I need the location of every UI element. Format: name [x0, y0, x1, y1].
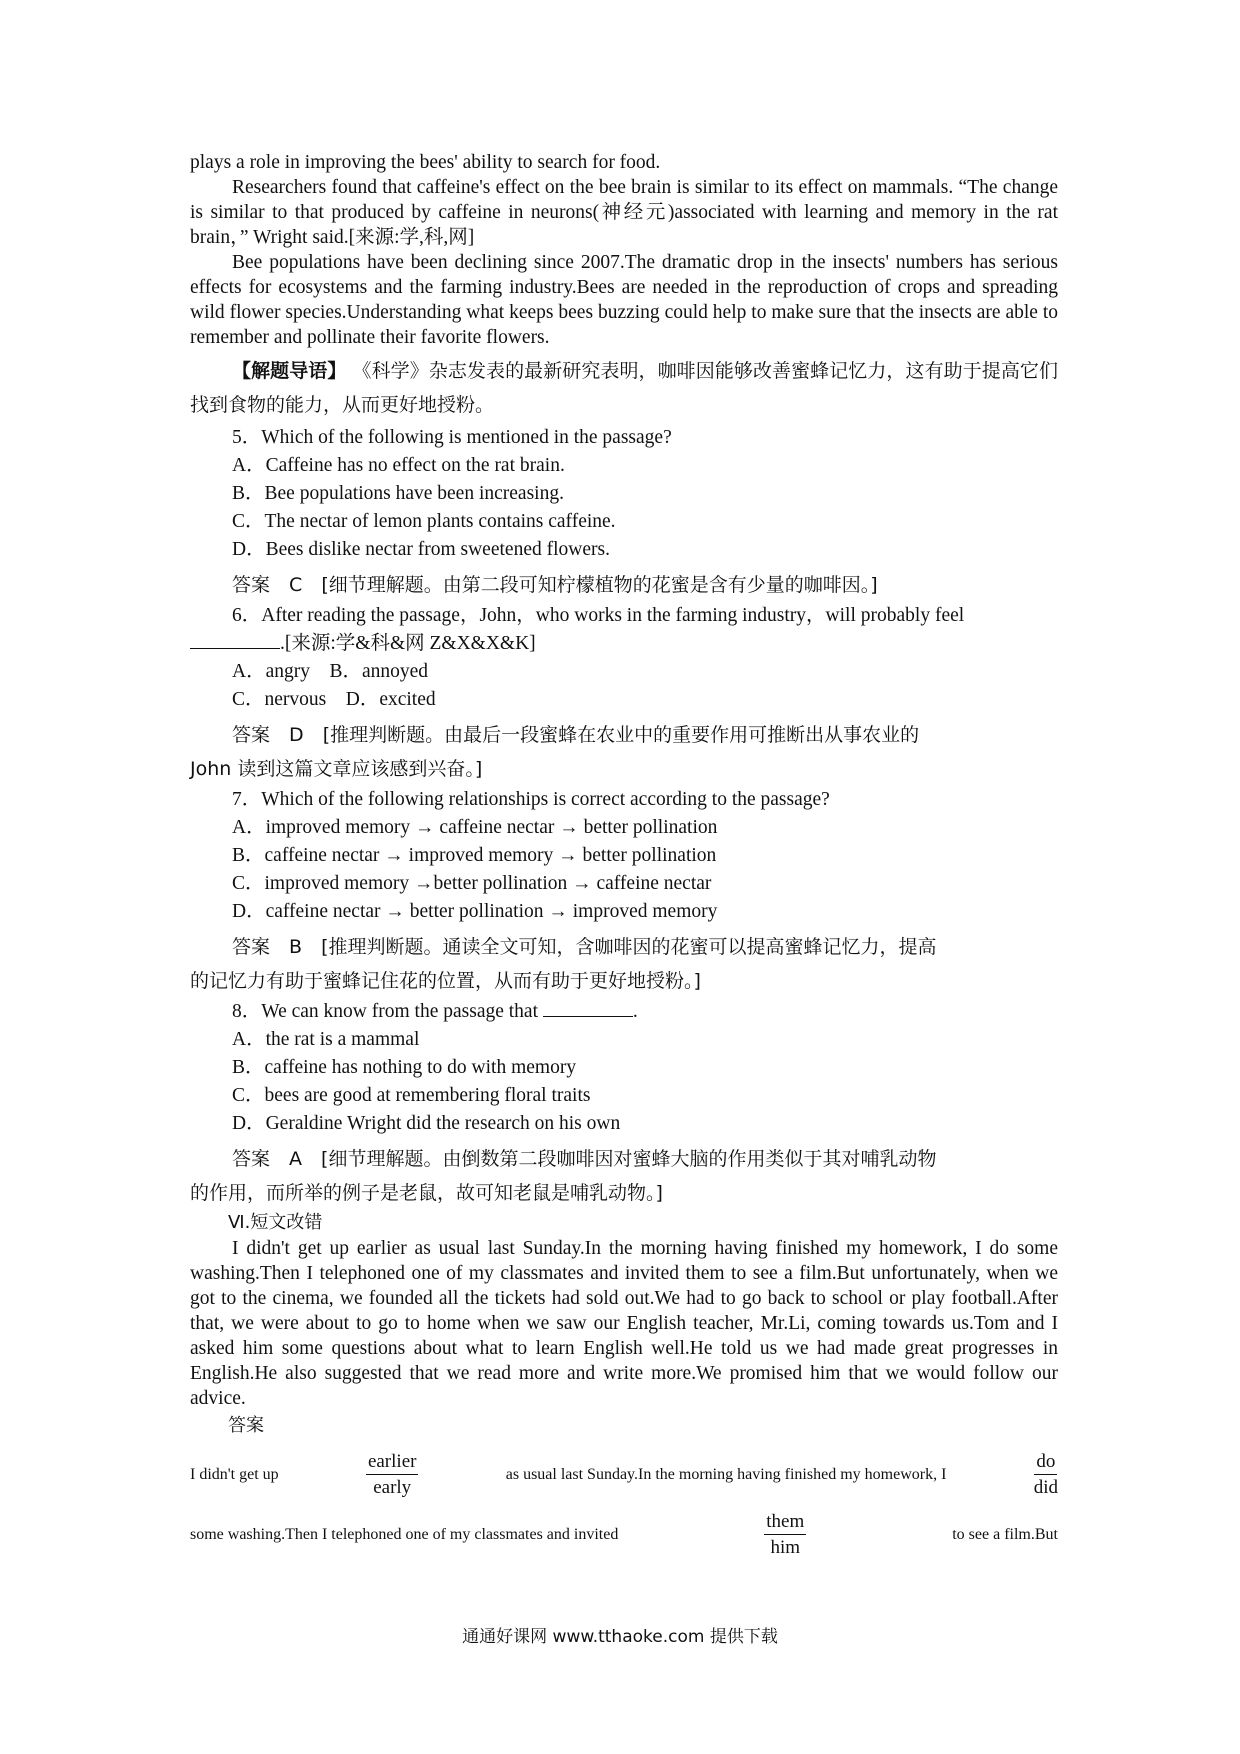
- answer-letter: D: [289, 724, 304, 746]
- answer-explanation: [推理判断题。由最后一段蜜蜂在农业中的重要作用可推断出从事农业的: [322, 724, 920, 746]
- answer-label: 答案: [232, 724, 271, 746]
- answer-explanation-cont: 的作用，而所举的例子是老鼠，故可知老鼠是哺乳动物。]: [190, 1182, 663, 1204]
- answer-label: 答案: [232, 574, 271, 596]
- answer-explanation: [细节理解题。由倒数第二段咖啡因对蜜蜂大脑的作用类似于其对哺乳动物: [321, 1148, 937, 1170]
- correct-word: early: [373, 1477, 412, 1498]
- answer-blank: [190, 630, 280, 649]
- options-ab: A．angry B．annoyed: [232, 661, 429, 682]
- passage-paragraph: Researchers found that caffeine's effect on the bee brain is similar to its effect on mammals. “The change is similar to that produced by caffeine in neurons(神经元)associated with learning and memory in the rat brain，” Wright said.[来源:学,科,网]: [190, 177, 1058, 248]
- question-stem: 5．Which of the following is mentioned in the passage?: [232, 427, 672, 448]
- answer-letter: C: [289, 574, 303, 596]
- correction-text: I didn't get up: [190, 1466, 279, 1483]
- option-b: B．Bee populations have been increasing.: [232, 483, 564, 504]
- page-footer: 通通好课网 www.tthaoke.com 提供下载: [462, 1627, 778, 1647]
- answer-label: 答案: [228, 1415, 264, 1436]
- answer-letter: B: [289, 936, 303, 958]
- answer: [190, 718, 1058, 752]
- guide-label: 【解题导语】: [232, 360, 347, 382]
- option-c: C．The nectar of lemon plants contains caffeine.: [232, 511, 616, 532]
- question-5: [190, 424, 1058, 602]
- answer-explanation-cont: 的记忆力有助于蜜蜂记住花的位置，从而有助于更好地授粉。]: [190, 970, 701, 992]
- wrong-word: earlier: [366, 1451, 419, 1475]
- question-stem: 6．After reading the passage，John，who works in the farming industry，will probably feel: [232, 605, 965, 626]
- answer-explanation: [细节理解题。由第二段可知柠檬植物的花蜜是含有少量的咖啡因。]: [321, 574, 878, 596]
- option-a: A．the rat is a mammal: [232, 1029, 420, 1050]
- answer: [190, 568, 1058, 602]
- guide-text: 《科学》杂志发表的最新研究表明，咖啡因能够改善蜜蜂记忆力，这有助于提高它们找到食物的能力，从而更好地授粉。: [190, 360, 1058, 416]
- option-b: B．caffeine has nothing to do with memory: [232, 1057, 577, 1078]
- correction-fraction: [1034, 1451, 1058, 1499]
- answer-label: 答案: [232, 936, 271, 958]
- option-d: D．Geraldine Wright did the research on his own: [232, 1113, 621, 1134]
- option-c: C．bees are good at remembering floral traits: [232, 1085, 591, 1106]
- wrong-word: do: [1034, 1451, 1057, 1475]
- document-body: [190, 150, 1058, 1559]
- correction-text: to see a film.But: [952, 1526, 1058, 1543]
- correction-line-1: [190, 1451, 1058, 1499]
- option-a: A．Caffeine has no effect on the rat brain.: [232, 455, 565, 476]
- answer-label: 答案: [232, 1148, 271, 1170]
- option-b: B．caffeine nectar → improved memory → better pollination: [232, 845, 717, 866]
- section-heading: Ⅵ.短文改错: [228, 1212, 323, 1233]
- correction-text: as usual last Sunday.In the morning having finished my homework, I: [505, 1466, 947, 1483]
- passage-paragraph: Bee populations have been declining since 2007.The dramatic drop in the insects' numbers has serious effects for ecosystems and the farming industry.Bees are needed in the reproduction of crops and spreading wild flower species.Understanding what keeps bees buzzing could help to make sure that the insects are able to remember and pollinate their favorite flowers.: [190, 252, 1058, 348]
- question-stem-cont: .[来源:学&科&网 Z&X&X&K]: [190, 630, 1058, 658]
- question-8: [190, 998, 1058, 1210]
- option-d: D．caffeine nectar → better pollination → improved memory: [232, 901, 718, 922]
- answer: [190, 1142, 1058, 1176]
- wrong-word: them: [764, 1511, 806, 1535]
- correct-word: him: [770, 1537, 801, 1558]
- options-cd: C．nervous D．excited: [232, 689, 436, 710]
- answer-explanation: [推理判断题。通读全文可知，含咖啡因的花蜜可以提高蜜蜂记忆力，提高: [321, 936, 937, 958]
- question-6: [190, 602, 1058, 786]
- correction-text: some washing.Then I telephoned one of my classmates and invited: [190, 1526, 619, 1543]
- answer: [190, 930, 1058, 964]
- error-correction-passage: I didn't get up earlier as usual last Sunday.In the morning having finished my homework, I do some washing.Then I telephoned one of my classmates and invited them to see a film.But unfortunately, when we got to the cinema, we founded all the tickets had sold out.We had to go back to school or play football.After that, we were about to go to home when we saw our English teacher, Mr.Li, coming towards us.Tom and I asked him some questions about what to learn English well.He told us we had made great progresses in English.He also suggested that we read more and write more.We promised him that we would follow our advice.: [190, 1238, 1058, 1409]
- passage-line: plays a role in improving the bees' ability to search for food.: [190, 152, 661, 173]
- answer-letter: A: [289, 1148, 303, 1170]
- correct-word: did: [1033, 1477, 1058, 1498]
- correction-line-2: [190, 1511, 1058, 1559]
- correction-fraction: [366, 1451, 419, 1499]
- answer-blank: [543, 998, 633, 1017]
- option-d: D．Bees dislike nectar from sweetened flowers.: [232, 539, 610, 560]
- option-a: A．improved memory → caffeine nectar → better pollination: [232, 817, 718, 838]
- question-stem: 7．Which of the following relationships is correct according to the passage?: [232, 789, 830, 810]
- answer-explanation-cont: John 读到这篇文章应该感到兴奋。]: [190, 758, 483, 780]
- question-stem: 8．We can know from the passage that .: [190, 998, 1058, 1026]
- option-c: C．improved memory →better pollination → caffeine nectar: [232, 873, 712, 894]
- guide-paragraph: [190, 354, 1058, 422]
- question-7: [190, 786, 1058, 998]
- correction-fraction: [764, 1511, 806, 1559]
